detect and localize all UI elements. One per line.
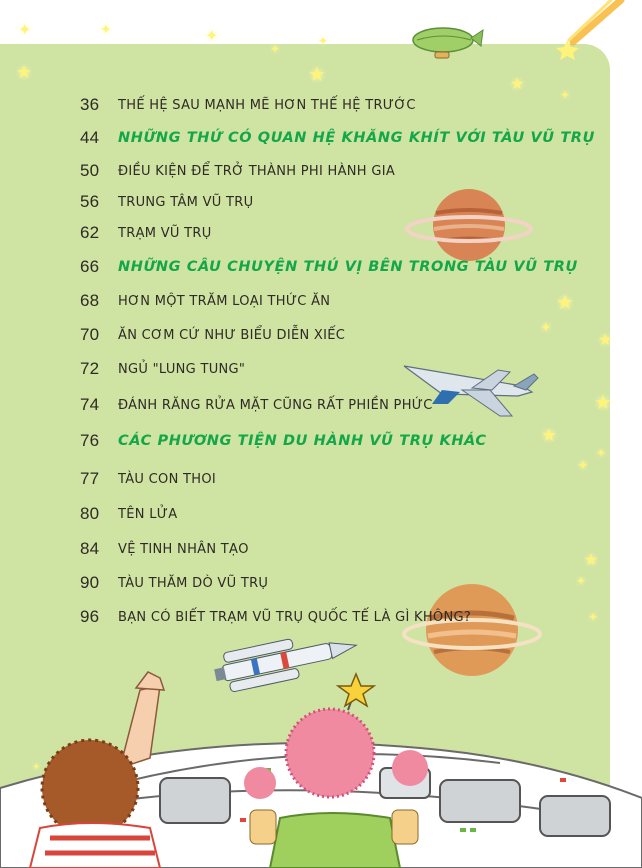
toc-title: BẠN CÓ BIẾT TRẠM VŨ TRỤ QUỐC TẾ LÀ GÌ KHÔNG? xyxy=(118,609,472,625)
toc-title: ĂN CƠM CỨ NHƯ BIỂU DIỄN XIẾC xyxy=(118,327,346,343)
toc-page-number: 84 xyxy=(80,539,100,558)
toc-entry[interactable] xyxy=(80,537,249,561)
star-icon: ✦ xyxy=(588,610,599,624)
toc-entry[interactable] xyxy=(80,190,253,214)
toc-page-number: 62 xyxy=(80,223,100,242)
toc-title: TÀU THĂM DÒ VŨ TRỤ xyxy=(118,575,269,591)
toc-entry[interactable] xyxy=(80,502,177,526)
star-icon: ★ xyxy=(556,290,574,314)
toc-page-number: 80 xyxy=(80,504,100,523)
toc-entry[interactable] xyxy=(80,221,212,245)
toc-title: THẾ HỆ SAU MẠNH MẼ HƠN THẾ HỆ TRƯỚC xyxy=(118,97,416,113)
toc-page-number: 76 xyxy=(80,431,100,450)
star-icon: ★ xyxy=(510,74,525,93)
toc-entry[interactable] xyxy=(80,159,395,183)
toc-page-number: 56 xyxy=(80,192,100,211)
star-icon: ✦ xyxy=(560,88,571,102)
toc-title: TÀU CON THOI xyxy=(118,471,217,487)
toc-section-heading[interactable] xyxy=(80,255,578,279)
toc-page-number: 96 xyxy=(80,607,100,626)
toc-entry[interactable] xyxy=(80,605,471,629)
star-icon: ✦ xyxy=(100,22,112,38)
toc-title: HƠN MỘT TRĂM LOẠI THỨC ĂN xyxy=(118,293,331,309)
star-icon: ★ xyxy=(308,62,326,86)
toc-page-number: 77 xyxy=(80,469,100,488)
toc-title: VỆ TINH NHÂN TẠO xyxy=(118,541,249,557)
toc-title: CÁC PHƯƠNG TIỆN DU HÀNH VŨ TRỤ KHÁC xyxy=(118,433,487,449)
toc-page-number: 74 xyxy=(80,395,100,414)
toc-page-number: 36 xyxy=(80,95,100,114)
toc-entry[interactable] xyxy=(80,93,416,117)
toc-entry[interactable] xyxy=(80,289,330,313)
toc-entry[interactable] xyxy=(80,571,268,595)
toc-section-heading[interactable] xyxy=(80,429,487,453)
star-icon: ✦ xyxy=(270,42,281,56)
star-icon: ✦ xyxy=(540,320,552,336)
star-icon: ★ xyxy=(594,390,612,414)
toc-title: NHỮNG THỨ CÓ QUAN HỆ KHĂNG KHÍT VỚI TÀU VŨ TRỤ xyxy=(118,130,595,146)
star-icon: ✦ xyxy=(576,574,587,588)
toc-title: TRẠM VŨ TRỤ xyxy=(118,225,212,241)
toc-title: TRUNG TÂM VŨ TRỤ xyxy=(118,194,254,210)
toc-page-number: 66 xyxy=(80,257,100,276)
toc-page-number: 72 xyxy=(80,359,100,378)
star-icon: ✦ xyxy=(32,762,41,773)
star-icon: ★ xyxy=(16,62,33,83)
toc-title: TÊN LỬA xyxy=(118,506,178,522)
toc-entry[interactable] xyxy=(80,393,433,417)
toc-title: ĐÁNH RĂNG RỬA MẶT CŨNG RẤT PHIỀN PHỨC xyxy=(118,397,433,413)
star-icon: ✦ xyxy=(596,446,607,460)
star-icon: ★ xyxy=(598,330,613,349)
toc-page-number: 90 xyxy=(80,573,100,592)
star-icon: ✦ xyxy=(18,20,32,39)
star-icon: ✦ xyxy=(318,34,329,48)
toc-entry[interactable] xyxy=(80,467,216,491)
toc-entry[interactable] xyxy=(80,323,345,347)
star-icon: ★ xyxy=(584,550,599,569)
star-icon: ★ xyxy=(541,425,558,446)
toc-page-number: 70 xyxy=(80,325,100,344)
toc-title: NHỮNG CÂU CHUYỆN THÚ VỊ BÊN TRONG TÀU VŨ TRỤ xyxy=(118,259,578,275)
toc-title: ĐIỀU KIỆN ĐỂ TRỞ THÀNH PHI HÀNH GIA xyxy=(118,163,396,179)
star-icon: ✦ xyxy=(205,26,219,45)
toc-page-number: 50 xyxy=(80,161,100,180)
toc-section-heading[interactable] xyxy=(80,126,595,150)
toc-page-number: 68 xyxy=(80,291,100,310)
toc-title: NGỦ "LUNG TUNG" xyxy=(118,361,246,377)
toc-page-number: 44 xyxy=(80,128,100,147)
toc-entry[interactable] xyxy=(80,357,245,381)
star-icon: ✦ xyxy=(577,458,589,474)
